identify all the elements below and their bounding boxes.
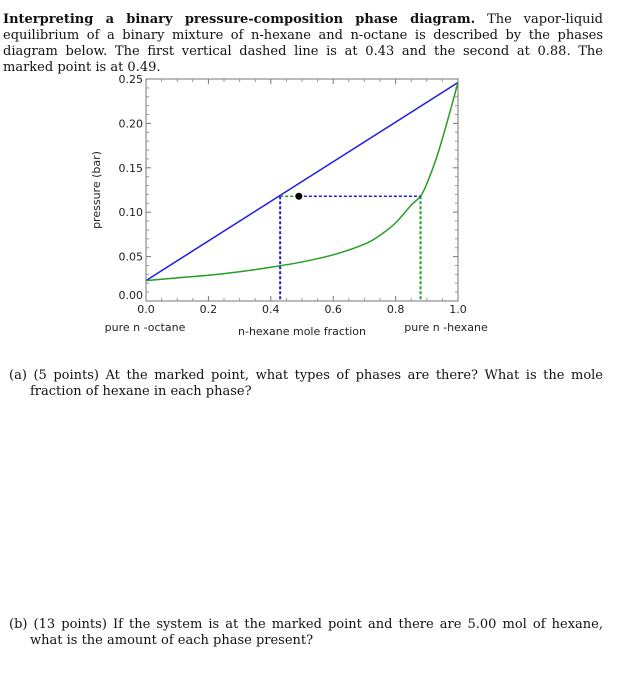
x-end-label-left: pure n -octane xyxy=(104,321,186,334)
question-a-text: (a) (5 points) At the marked point, what types of phases are there? What is the mole fraction of hexane in each phase? xyxy=(9,368,603,399)
question-b-text: (b) (13 points) If the system is at the marked point and there are 5.00 mol of hexane, what is the amount of each phase present? xyxy=(9,617,603,648)
problem-heading: Interpreting a binary pressure-composition phase diagram. xyxy=(3,12,476,27)
bubble-line xyxy=(146,83,458,281)
x-tick-label: 0.8 xyxy=(386,303,405,316)
y-axis-label: pressure (bar) xyxy=(90,151,103,229)
question-b xyxy=(9,617,603,649)
y-tick-label: 0.05 xyxy=(118,250,143,264)
y-tick-label: 0.15 xyxy=(118,161,143,175)
y-tick-label: 0.25 xyxy=(118,73,143,86)
y-tick-label: 0.10 xyxy=(118,206,143,220)
question-a xyxy=(9,368,603,400)
x-tick-label: 0.2 xyxy=(199,303,218,316)
y-tick-label: 0.20 xyxy=(118,117,143,131)
x-tick-label: 0.6 xyxy=(324,303,342,316)
x-tick-label: 0.0 xyxy=(137,303,155,316)
x-tick-label: 0.4 xyxy=(262,303,280,316)
x-axis-label: n-hexane mole fraction xyxy=(238,325,366,338)
y-tick-label: 0.00 xyxy=(118,289,143,302)
marked-point xyxy=(295,193,302,200)
problem-description: The vapor-liquid equilibrium of a binary mixture of n-hexane and n-octane is described by the phases diagram below. The first vertical dashed line is at 0.43 and the second at 0.88. The marked point is at 0.49. xyxy=(3,12,603,75)
x-tick-label: 1.0 xyxy=(449,303,467,316)
x-end-label-right: pure n -hexane xyxy=(404,321,488,334)
